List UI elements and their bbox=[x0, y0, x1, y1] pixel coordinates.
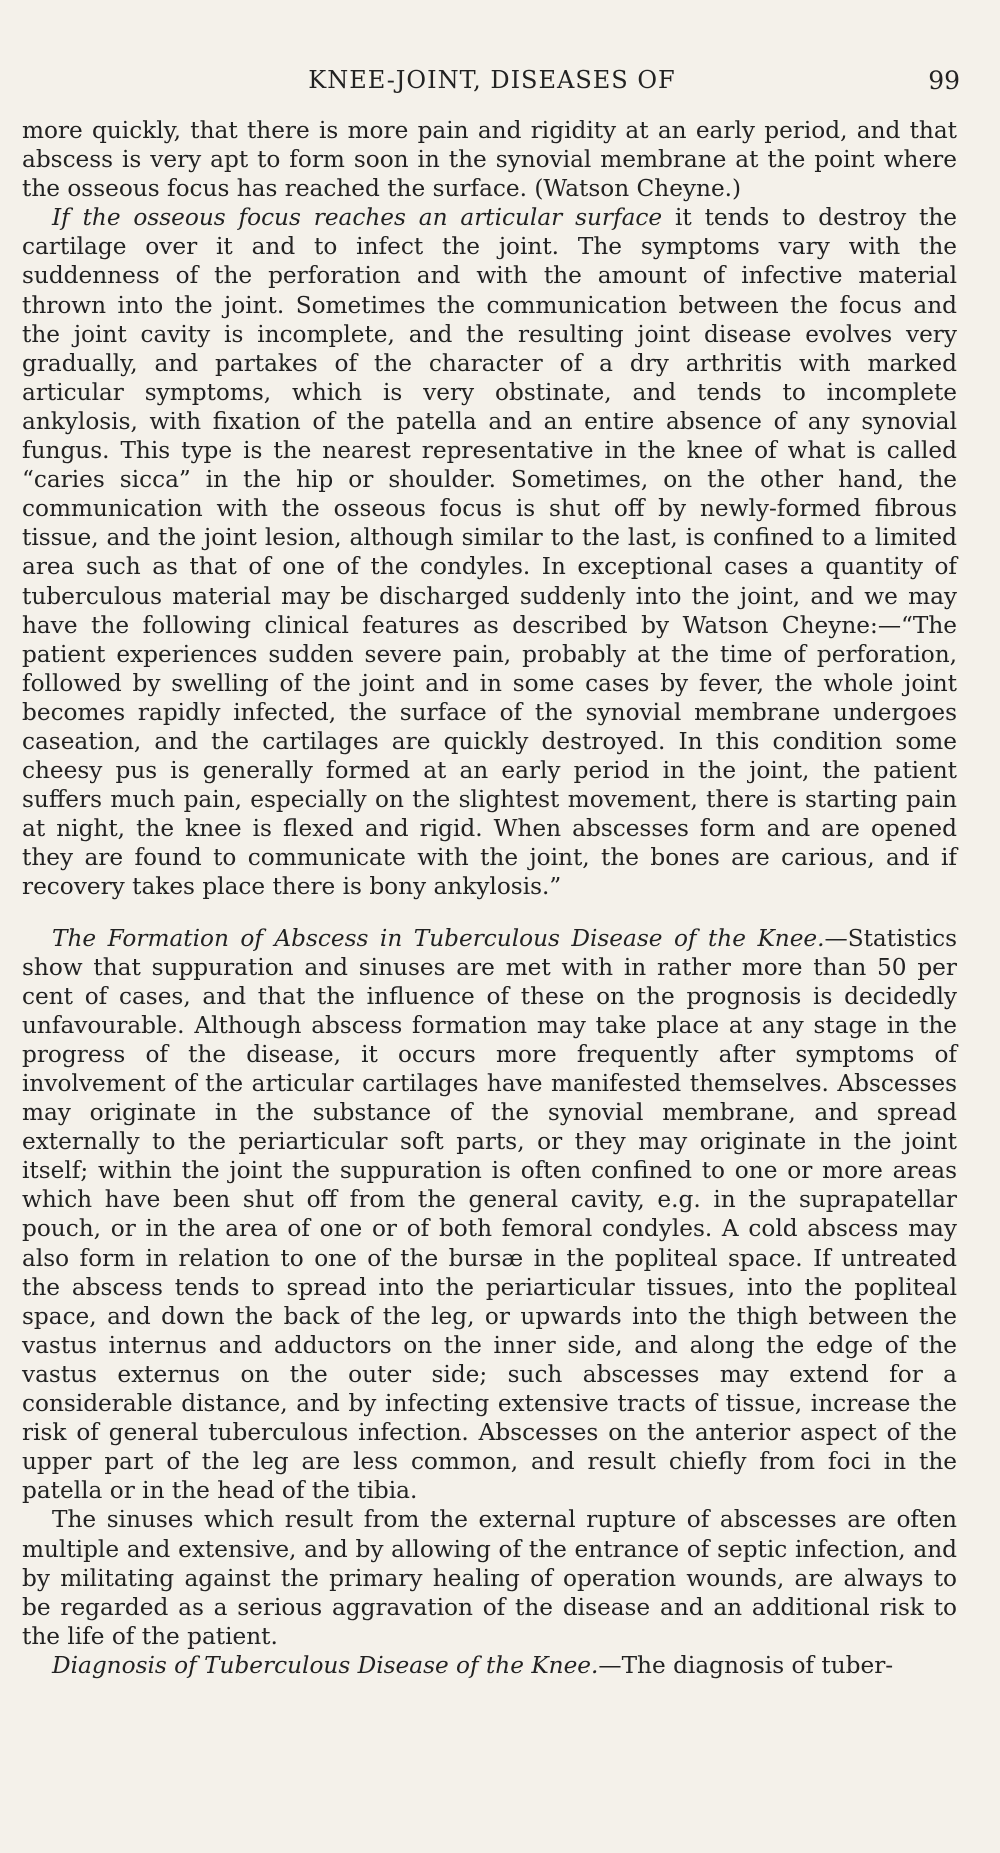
paragraph-text: The sinuses which result from the external rupture of abscesses are often multiple and extensive, and by allowing of the entrance of septic infection, and by militating against the primary healing of operation wounds, are always to be regarded as a serious aggravation of the disease and an additional risk to the life of the patient. bbox=[22, 1506, 957, 1650]
page-header bbox=[24, 66, 960, 106]
paragraph-text: —Statistics show that suppuration and sinuses are met with in rather more than 50 per cent of cases, and that the influence of these on the prognosis is decidedly unfavourable. Although abscess formation may take place at any stage in the progress of the disease, it occurs more frequently after symptoms of involvement of the articular cartilages have manifested themselves. Abscesses may originate in the substance of the synovial membrane, and spread externally to the periarticular soft parts, or they may originate in the joint itself; within the joint the suppuration is often confined to one or more areas which have been shut off from the general cavity, e.g. in the suprapatellar pouch, or in the area of one or of both femoral condyles. A cold abscess may also form in relation to one of the bursæ in the popliteal space. If untreated the abscess tends to spread into the periarticular tissues, into the popliteal space, and down the back of the leg, or upwards into the thigh between the vastus internus and adductors on the inner side, and along the edge of the vastus externus on the outer side; such abscesses may extend for a considerable distance, and by infecting extensive tracts of tissue, increase the risk of general tuberculous infection. Abscesses on the anterior aspect of the upper part of the leg are less common, and result chiefly from foci in the patella or in the head of the tibia. bbox=[22, 924, 957, 1505]
paragraph bbox=[22, 1505, 957, 1650]
paragraph bbox=[22, 116, 957, 203]
paragraph bbox=[22, 203, 957, 901]
paragraph-text: —The diagnosis of tuber- bbox=[598, 1651, 894, 1679]
section-heading: Diagnosis of Tuberculous Disease of the Knee. bbox=[52, 1651, 599, 1679]
body-text bbox=[22, 116, 957, 1680]
paragraph bbox=[22, 924, 957, 1506]
italic-lead: If the osseous focus reaches an articular surface bbox=[52, 204, 663, 232]
paragraph-text: more quickly, that there is more pain and rigidity at an early period, and that abscess is very apt to form soon in the synovial membrane at the point where the osseous focus has reached the surface. (Watson Cheyne.) bbox=[22, 117, 957, 203]
running-head: KNEE-JOINT, DISEASES OF bbox=[308, 66, 676, 94]
paragraph bbox=[22, 1651, 957, 1680]
page-number: 99 bbox=[928, 66, 960, 95]
paragraph-text: it tends to destroy the cartilage over it and to infect the joint. The symptoms vary with the suddenness of the perforation and with the amount of infective material thrown into the joint. Sometimes the communication between the focus and the joint cavity is incomplete, and the resulting joint disease evolves very gradually, and partakes of the character of a dry arthritis with marked articular symptoms, which is very obstinate, and tends to incomplete ankylosis, with fixation of the patella and an entire absence of any synovial fungus. This type is the nearest representative in the knee of what is called “caries sicca” in the hip or shoulder. Sometimes, on the other hand, the communication with the osseous focus is shut off by newly-formed fibrous tissue, and the joint lesion, although similar to the last, is confined to a limited area such as that of one of the condyles. In exceptional cases a quantity of tuberculous material may be discharged suddenly into the joint, and we may have the following clinical features as described by Watson Cheyne:—“The patient experiences sudden severe pain, probably at the time of perforation, followed by swelling of the joint and in some cases by fever, the whole joint becomes rapidly infected, the surface of the synovial membrane undergoes caseation, and the cartilages are quickly destroyed. In this condition some cheesy pus is generally formed at an early period in the joint, the patient suffers much pain, especially on the slightest movement, there is starting pain at night, the knee is flexed and rigid. When abscesses form and are opened they are found to communicate with the joint, the bones are carious, and if recovery takes place there is bony ankylosis.” bbox=[22, 204, 958, 901]
section-heading: The Formation of Abscess in Tuberculous Disease of the Knee. bbox=[52, 924, 825, 952]
